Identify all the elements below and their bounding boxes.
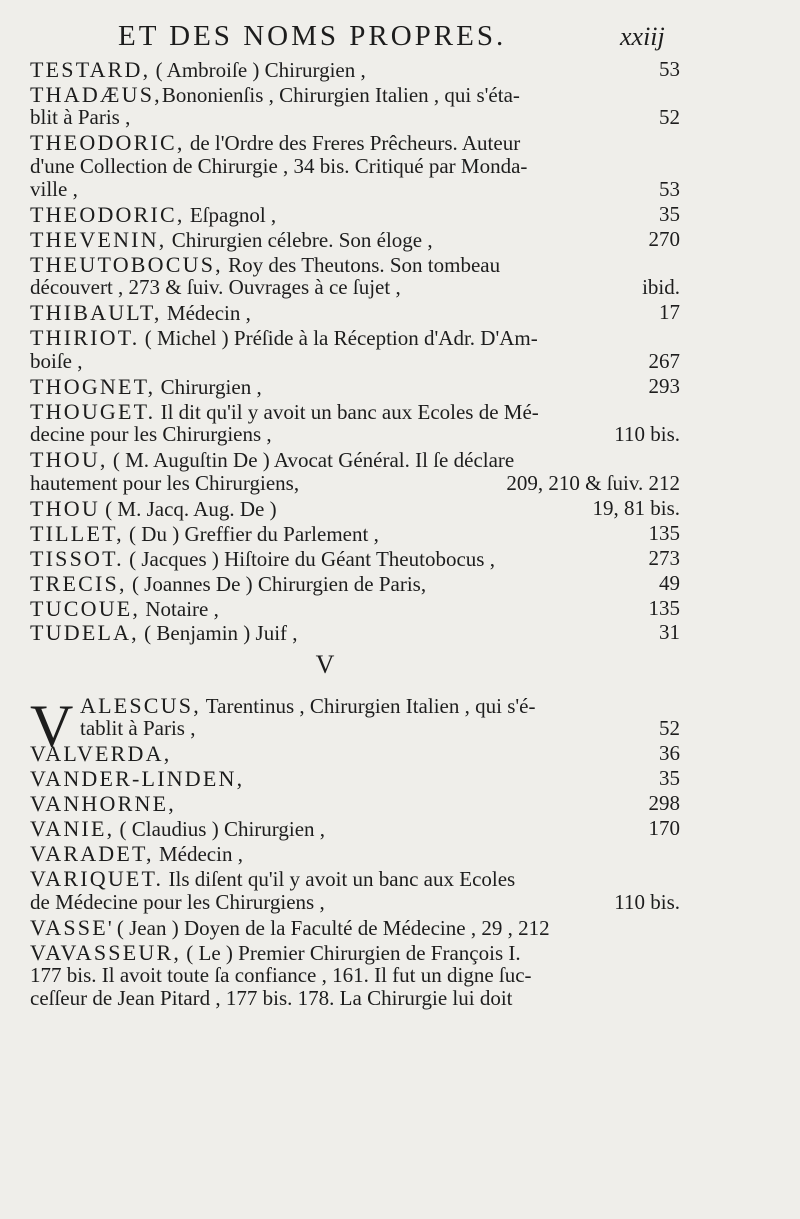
entry-line [30, 58, 680, 81]
entry-line [30, 423, 680, 446]
entry-name: THOU [30, 495, 100, 521]
index-entry [30, 326, 680, 373]
entry-page-ref: 273 [648, 545, 680, 570]
index-entry [30, 597, 680, 620]
entry-line [30, 694, 680, 717]
entry-name: THOGNET, [30, 373, 156, 399]
entry-line [30, 597, 680, 620]
entry-line [30, 472, 680, 495]
index-entry [30, 131, 680, 201]
entry-name: THEODORIC, [30, 130, 185, 156]
index-entry [30, 767, 680, 790]
entry-name: TISSOT. [30, 545, 124, 571]
index-entry [30, 694, 680, 741]
index-entry [30, 228, 680, 251]
index-entry [30, 375, 680, 398]
index-entry [30, 792, 680, 815]
entry-name: TILLET, [30, 520, 124, 546]
entry-text: Il dit qu'il y avoit un banc aux Ecoles de Mé- [155, 399, 539, 424]
page-number: xxiij [620, 22, 665, 51]
entry-line [30, 767, 680, 790]
entry-text: blit à Paris , [30, 105, 131, 130]
entry-page-ref: 135 [648, 520, 680, 545]
entry-text: ( Du ) Greffier du Parlement , [123, 521, 379, 546]
entry-line [30, 178, 680, 201]
entry-name: THEVENIN, [30, 227, 167, 253]
index-entry [30, 83, 680, 130]
entry-page-ref: 270 [648, 227, 680, 252]
entry-page-ref: 52 [659, 105, 680, 130]
entry-line [30, 941, 680, 964]
entry-line [30, 203, 680, 226]
entry-line [30, 817, 680, 840]
entry-text: d'une Collection de Chirurgie , 34 bis. Critiqué par Monda- [30, 153, 528, 178]
index-entries-v [30, 694, 680, 1012]
entry-text: découvert , 273 & ſuiv. Ouvrages à ce ſujet , [30, 275, 401, 300]
entry-text: ( M. Auguſtin De ) Avocat Général. Il ſe déclare [107, 448, 515, 473]
entry-name: VANHORNE, [30, 791, 176, 817]
entry-line [30, 131, 680, 154]
entry-name: VAVASSEUR, [30, 939, 182, 965]
entry-page-ref: 298 [648, 791, 680, 816]
entry-text: tablit à Paris , [80, 716, 196, 741]
entry-name: VANDER-LINDEN, [30, 766, 245, 792]
index-entry [30, 253, 680, 300]
entry-name: THOU, [30, 447, 108, 473]
entry-page-ref: 35 [659, 202, 680, 227]
entry-page-ref: 52 [659, 716, 680, 741]
index-entry [30, 400, 680, 447]
entry-text: 177 bis. Il avoit toute ſa confiance , 161. Il fut un digne ſuc- [30, 963, 532, 988]
index-entry [30, 58, 680, 81]
entry-text: de Médecine pour les Chirurgiens , [30, 889, 325, 914]
entry-page-ref: 31 [659, 620, 680, 645]
entry-text: ceſſeur de Jean Pitard , 177 bis. 178. La Chirurgie lui doit [30, 986, 513, 1011]
index-entries-t [30, 58, 680, 646]
entry-line [30, 448, 680, 471]
entry-text: Médecin , [161, 301, 251, 326]
entry-page-ref: 110 bis. [614, 422, 680, 447]
entry-text: ville , [30, 177, 78, 202]
index-entry [30, 916, 680, 939]
entry-text: ' ( Jean ) Doyen de la Faculté de Médecine , 29 , 212 [107, 915, 550, 940]
entry-page-ref: 53 [659, 177, 680, 202]
entry-line [30, 228, 680, 251]
index-entry [30, 522, 680, 545]
entry-line [30, 83, 680, 106]
entry-page-ref: 170 [648, 816, 680, 841]
entry-name: THEUTOBOCUS, [30, 252, 223, 278]
entry-line [30, 497, 680, 520]
index-entry [30, 842, 680, 865]
entry-text: ( Michel ) Préſide à la Réception d'Adr. D'Am- [139, 326, 538, 351]
entry-name: TESTARD, [30, 57, 151, 82]
entry-line [30, 717, 680, 740]
entry-name: TUCOUE, [30, 595, 141, 621]
entry-line [30, 842, 680, 865]
entry-page-ref: 267 [648, 348, 680, 373]
index-entry [30, 448, 680, 495]
entry-line [30, 155, 680, 178]
entry-text: Ils diſent qu'il y avoit un banc aux Ecoles [163, 867, 516, 892]
index-entry [30, 867, 680, 914]
entry-name: TUDELA, [30, 620, 139, 646]
entry-page-ref: 209, 210 & ſuiv. 212 [506, 470, 680, 495]
entry-name: THADÆUS, [30, 81, 162, 107]
entry-name: THIBAULT, [30, 300, 162, 326]
entry-name: THIRIOT. [30, 325, 140, 351]
entry-name: VALVERDA, [30, 741, 172, 767]
entry-line [30, 742, 680, 765]
entry-line [30, 253, 680, 276]
entry-text: ( Claudius ) Chirurgien , [114, 817, 326, 842]
entry-text: ( M. Jacq. Aug. De ) [99, 496, 277, 521]
entry-text: boiſe , [30, 348, 83, 373]
entry-text: ( Le ) Premier Chirurgien de François I. [181, 940, 521, 965]
entry-text: Chirurgien , [155, 374, 262, 399]
entry-page-ref: 53 [659, 57, 680, 81]
index-entry [30, 547, 680, 570]
entry-name: VANIE, [30, 816, 115, 842]
entry-line [30, 106, 680, 129]
entry-line [30, 326, 680, 349]
entry-page-ref: ibid. [642, 275, 680, 300]
entry-name: VARIQUET. [30, 866, 164, 892]
entry-name: THEODORIC, [30, 202, 185, 228]
page-header [0, 20, 800, 60]
entry-line [30, 792, 680, 815]
entry-line [30, 301, 680, 324]
entry-line [30, 964, 680, 987]
entry-text: decine pour les Chirurgiens , [30, 422, 272, 447]
entry-line [30, 522, 680, 545]
entry-line [30, 400, 680, 423]
entry-line [30, 916, 680, 939]
entry-text: Eſpagnol , [184, 203, 277, 228]
entry-page-ref: 135 [648, 595, 680, 620]
entry-text: ( Joannes De ) Chirurgien de Paris, [126, 571, 427, 596]
entry-name: ALESCUS, [80, 693, 201, 718]
entry-text: Tarentinus , Chirurgien Italien , qui s'é- [200, 694, 536, 718]
entry-text: Chirurgien célebre. Son éloge , [166, 228, 433, 253]
index-entry [30, 497, 680, 520]
entry-text: de l'Ordre des Freres Prêcheurs. Auteur [184, 131, 521, 156]
entry-line [30, 621, 680, 644]
entry-text: Médecin , [153, 842, 243, 867]
entry-line [30, 375, 680, 398]
entry-line [30, 987, 680, 1010]
drop-capital: V [30, 693, 74, 759]
running-title: ET DES NOMS PROPRES. [118, 20, 507, 52]
entry-page-ref: 293 [648, 373, 680, 398]
entry-text: Roy des Theutons. Son tombeau [222, 253, 501, 278]
entry-name: THOUGET. [30, 398, 156, 424]
index-entry [30, 203, 680, 226]
entry-page-ref: 36 [659, 741, 680, 766]
entry-page-ref: 110 bis. [614, 889, 680, 914]
entry-page-ref: 49 [659, 570, 680, 595]
entry-text: ( Jacques ) Hiſtoire du Géant Theutobocus , [123, 546, 495, 571]
entry-page-ref: 19, 81 bis. [592, 495, 680, 520]
entry-line [30, 276, 680, 299]
entry-page-ref: 35 [659, 766, 680, 791]
entry-line [30, 547, 680, 570]
v-entry-list [30, 694, 680, 1011]
entry-name: VASSE [30, 914, 108, 940]
index-entry [30, 572, 680, 595]
entry-text: hautement pour les Chirurgiens, [30, 470, 300, 495]
section-heading-v: V [315, 650, 335, 679]
entry-name: TRECIS, [30, 570, 127, 596]
entry-text: ( Ambroiſe ) Chirurgien , [150, 58, 366, 82]
index-entry [30, 941, 680, 1011]
index-entry [30, 301, 680, 324]
entry-page-ref: 17 [659, 300, 680, 325]
index-entry [30, 742, 680, 765]
entry-line [30, 572, 680, 595]
entry-line [30, 350, 680, 373]
index-entry [30, 621, 680, 644]
entry-text: Bononienſis , Chirurgien Italien , qui s'éta- [161, 82, 520, 107]
entry-name: VARADET, [30, 841, 154, 867]
entry-text: ( Benjamin ) Juif , [138, 621, 298, 646]
index-entry [30, 817, 680, 840]
entry-line [30, 891, 680, 914]
entry-line [30, 867, 680, 890]
entry-text: Notaire , [140, 596, 219, 621]
